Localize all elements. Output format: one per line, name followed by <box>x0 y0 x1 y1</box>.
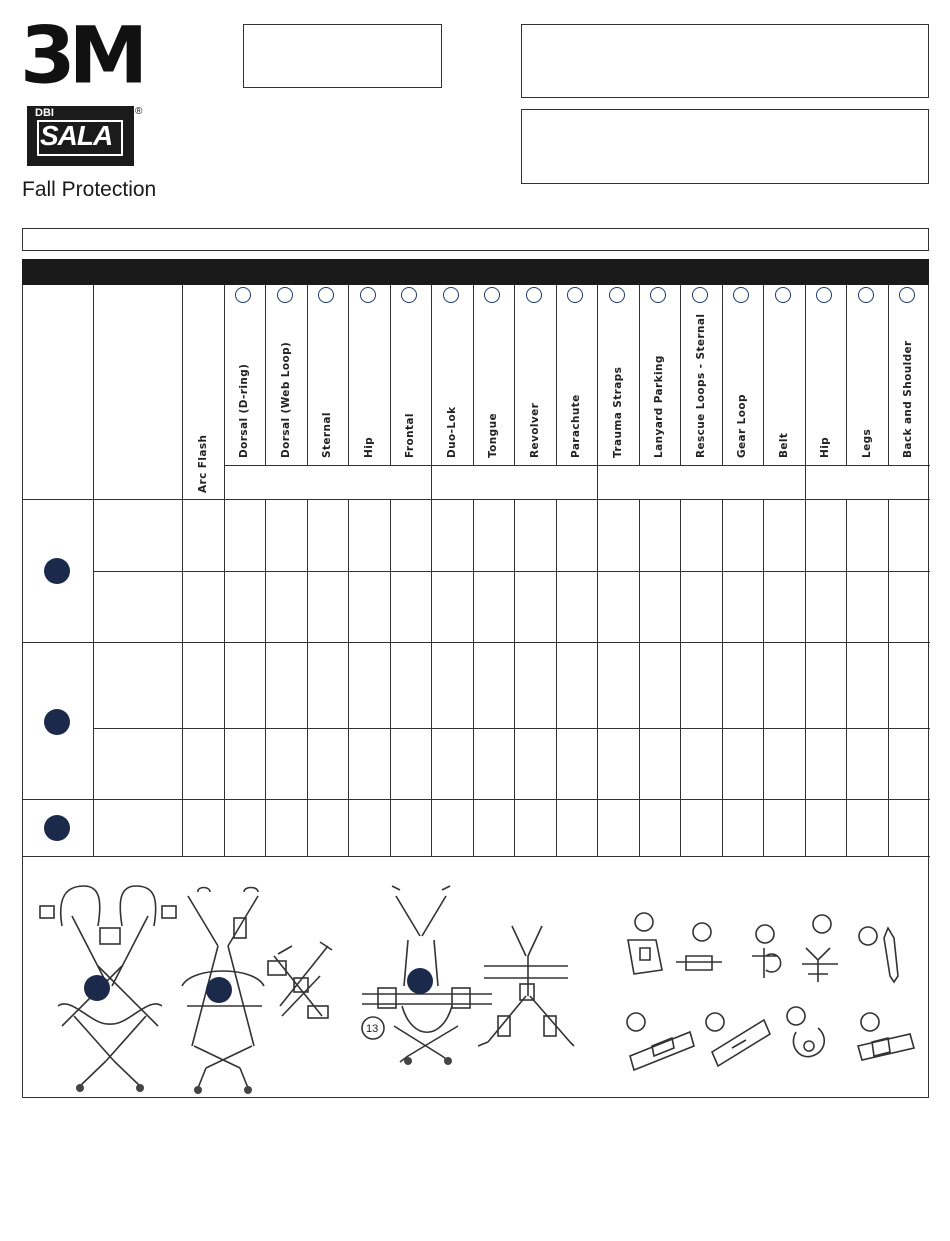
column-header: Dorsal (Web Loop) <box>280 341 292 458</box>
col-divider <box>431 285 432 856</box>
col-divider <box>722 499 723 856</box>
column-header-arc-flash: Arc Flash <box>197 434 209 493</box>
col-divider <box>680 499 681 856</box>
column-header: Trauma Straps <box>612 366 624 458</box>
row-group-marker <box>44 709 70 735</box>
tagline: Fall Protection <box>22 178 157 201</box>
column-marker-circle <box>443 287 459 303</box>
dbi-label: DBI <box>35 107 54 119</box>
col-divider <box>846 499 847 856</box>
column-header: Frontal <box>404 413 416 458</box>
registered-mark: ® <box>135 106 143 117</box>
col-divider <box>888 499 889 856</box>
row-divider <box>23 642 930 643</box>
column-header: Hip <box>819 436 831 458</box>
column-header: Rescue Loops - Sternal <box>695 313 707 458</box>
column-marker-circle <box>484 287 500 303</box>
column-header: Lanyard Parking <box>653 355 665 458</box>
column-marker-circle <box>526 287 542 303</box>
column-header: Back and Shoulder <box>902 340 914 458</box>
column-marker-circle <box>899 287 915 303</box>
col-divider <box>680 285 681 465</box>
harness-4-marker <box>407 968 433 994</box>
column-header: Sternal <box>321 412 333 458</box>
col-divider <box>307 499 308 856</box>
harness-2-marker <box>206 977 232 1003</box>
column-marker-circle <box>235 287 251 303</box>
harness-3-illustration <box>268 942 332 1018</box>
col-divider <box>224 285 225 856</box>
callout-number: 13 <box>366 1023 379 1035</box>
column-header: Gear Loop <box>736 394 748 458</box>
col-divider <box>846 285 847 465</box>
column-marker-circle <box>318 287 334 303</box>
col-divider <box>639 285 640 465</box>
col-divider <box>763 285 764 465</box>
column-marker-circle <box>401 287 417 303</box>
column-header: Legs <box>861 428 873 458</box>
dbi-sala-logo <box>27 106 134 166</box>
title-bar-box <box>22 228 929 251</box>
harness-5-illustration <box>478 926 574 1046</box>
row-group-marker <box>44 815 70 841</box>
col-divider <box>348 499 349 856</box>
column-header: Belt <box>778 432 790 458</box>
header-blank-box-small <box>243 24 442 88</box>
col-divider <box>390 285 391 465</box>
col-divider <box>265 285 266 465</box>
harness-illustrations <box>22 856 929 1098</box>
col-divider <box>722 285 723 465</box>
header-blank-box-top <box>521 24 929 98</box>
col-divider <box>93 285 94 856</box>
column-header: Dorsal (D-ring) <box>238 363 250 458</box>
col-divider <box>307 285 308 465</box>
column-marker-circle <box>567 287 583 303</box>
col-divider <box>473 285 474 465</box>
column-header: Duo-Lok <box>446 406 458 458</box>
col-divider <box>514 285 515 465</box>
column-marker-circle <box>775 287 791 303</box>
harness-1-marker <box>84 975 110 1001</box>
table-header-bar <box>22 259 929 285</box>
column-marker-circle <box>858 287 874 303</box>
row-divider <box>224 465 930 466</box>
col-divider <box>348 285 349 465</box>
col-divider <box>390 499 391 856</box>
column-marker-circle <box>609 287 625 303</box>
row-divider <box>23 499 930 500</box>
component-icons <box>627 913 914 1070</box>
col-divider <box>639 499 640 856</box>
col-divider <box>763 499 764 856</box>
col-divider <box>473 499 474 856</box>
col-divider <box>556 499 557 856</box>
3m-logo: 3M <box>20 9 142 102</box>
column-header: Parachute <box>570 394 582 458</box>
col-divider <box>182 285 183 856</box>
column-marker-circle <box>277 287 293 303</box>
column-header: Revolver <box>529 402 541 458</box>
column-marker-circle <box>816 287 832 303</box>
column-marker-circle <box>692 287 708 303</box>
column-marker-circle <box>650 287 666 303</box>
col-divider <box>888 285 889 465</box>
column-header: Tongue <box>487 413 499 458</box>
col-divider <box>597 285 598 856</box>
col-divider <box>265 499 266 856</box>
col-divider <box>514 499 515 856</box>
header-blank-box-bottom <box>521 109 929 184</box>
row-divider <box>23 799 930 800</box>
column-marker-circle <box>360 287 376 303</box>
column-header: Hip <box>363 436 375 458</box>
sala-label: SALA <box>40 120 113 151</box>
col-divider <box>805 285 806 856</box>
row-group-marker <box>44 558 70 584</box>
col-divider <box>556 285 557 465</box>
column-marker-circle <box>733 287 749 303</box>
